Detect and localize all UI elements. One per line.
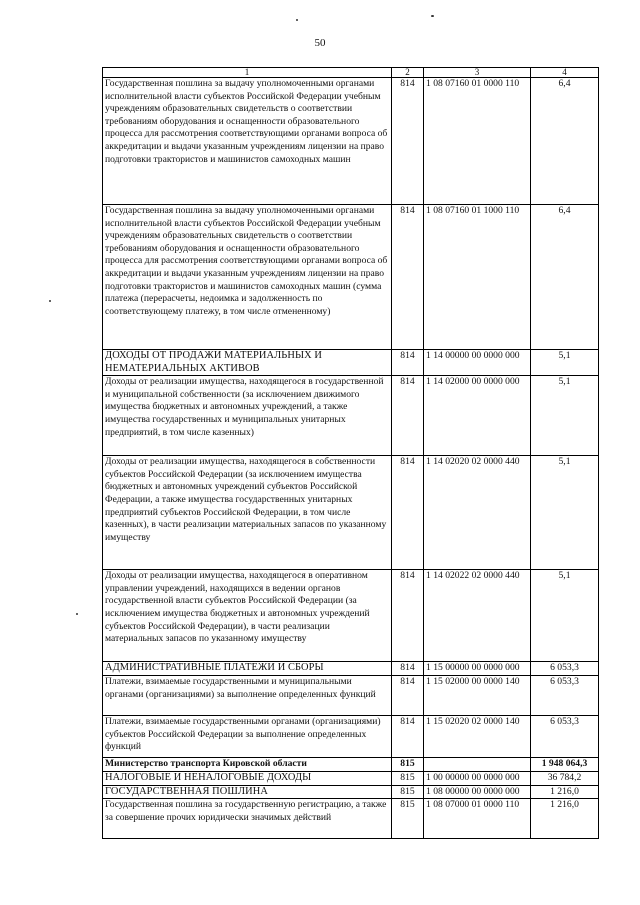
column-header: 1: [103, 68, 392, 78]
administrator-code-cell: 815: [392, 799, 424, 839]
administrator-code-cell: 815: [392, 758, 424, 772]
table-row: [103, 716, 599, 758]
amount-cell: 6 053,3: [531, 662, 599, 676]
budget-code-cell: 1 08 07160 01 1000 110: [424, 205, 531, 350]
table-header-row: [103, 68, 599, 78]
administrator-code-cell: 814: [392, 570, 424, 662]
income-name-cell: ДОХОДЫ ОТ ПРОДАЖИ МАТЕРИАЛЬНЫХ И НЕМАТЕРИАЛЬНЫХ АКТИВОВ: [103, 350, 392, 376]
administrator-code-cell: 814: [392, 676, 424, 716]
budget-code-cell: [424, 758, 531, 772]
amount-cell: 1 216,0: [531, 799, 599, 839]
amount-cell: 6 053,3: [531, 676, 599, 716]
amount-cell: 6 053,3: [531, 716, 599, 758]
column-header: 4: [531, 68, 599, 78]
budget-code-cell: 1 14 02000 00 0000 000: [424, 376, 531, 456]
income-name-cell: Доходы от реализации имущества, находящегося в собственности субъектов Российской Федерации (за исключением имущества бюджетных и автономных учреждений субъектов Российской Федерации, а также имущества государственных унитарных предприятий субъектов Российской Федерации, в том числе казенных), в части реализации материальных запасов по указанному имуществу: [103, 456, 392, 570]
amount-cell: 36 784,2: [531, 772, 599, 786]
scan-speck: [49, 300, 51, 302]
income-name-cell: АДМИНИСТРАТИВНЫЕ ПЛАТЕЖИ И СБОРЫ: [103, 662, 392, 676]
budget-code-cell: 1 14 02020 02 0000 440: [424, 456, 531, 570]
amount-cell: 1 216,0: [531, 785, 599, 799]
amount-cell: 6,4: [531, 205, 599, 350]
table-row: [103, 772, 599, 786]
income-name-cell: Государственная пошлина за государственную регистрацию, а также за совершение прочих юридически значимых действий: [103, 799, 392, 839]
income-name-cell: Платежи, взимаемые государственными и муниципальными органами (организациями) за выполнение определенных функций: [103, 676, 392, 716]
page-number: 50: [314, 37, 326, 49]
table-row: [103, 78, 599, 205]
table-row: [103, 785, 599, 799]
scan-speck: [431, 15, 434, 17]
table-row: [103, 799, 599, 839]
income-name-cell: Государственная пошлина за выдачу уполномоченными органами исполнительной власти субъектов Российской Федерации учебным учреждениям образовательных свидетельств о соответствии требованиям оборудования и оснащенности образовательного процесса для рассмотрения соответствующими органами вопроса об аккредитации и выдачи указанным учреждениям лицензии на право подготовки трактористов и машинистов самоходных машин: [103, 78, 392, 205]
table-row: [103, 676, 599, 716]
budget-code-cell: 1 08 07000 01 0000 110: [424, 799, 531, 839]
amount-cell: 6,4: [531, 78, 599, 205]
amount-cell: 5,1: [531, 376, 599, 456]
table-row: [103, 456, 599, 570]
income-name-cell: ГОСУДАРСТВЕННАЯ ПОШЛИНА: [103, 785, 392, 799]
amount-cell: 1 948 064,3: [531, 758, 599, 772]
amount-cell: 5,1: [531, 456, 599, 570]
table-row: [103, 350, 599, 376]
budget-code-cell: 1 15 02020 02 0000 140: [424, 716, 531, 758]
scan-speck: [76, 613, 78, 615]
amount-cell: 5,1: [531, 570, 599, 662]
administrator-code-cell: 814: [392, 205, 424, 350]
budget-code-cell: 1 14 02022 02 0000 440: [424, 570, 531, 662]
administrator-code-cell: 814: [392, 662, 424, 676]
administrator-code-cell: 815: [392, 772, 424, 786]
revenue-table: [102, 67, 599, 839]
income-name-cell: НАЛОГОВЫЕ И НЕНАЛОГОВЫЕ ДОХОДЫ: [103, 772, 392, 786]
table-row: [103, 758, 599, 772]
income-name-cell: Доходы от реализации имущества, находящегося в оперативном управлении учреждений, находящихся в ведении органов государственной власти субъектов Российской Федерации (за исключением имущества бюджетных и автономных учреждений субъектов Российской Федерации), в части реализации материальных запасов по указанному имуществу: [103, 570, 392, 662]
administrator-code-cell: 814: [392, 376, 424, 456]
budget-code-cell: 1 15 02000 00 0000 140: [424, 676, 531, 716]
income-name-cell: Государственная пошлина за выдачу уполномоченными органами исполнительной власти субъектов Российской Федерации учебным учреждениям образовательных свидетельств о соответствии требованиям оборудования и оснащенности образовательного процесса для рассмотрения соответствующими органами вопроса об аккредитации и выдачи указанным учреждениям лицензии на право подготовки трактористов и машинистов самоходных машин (сумма платежа (перерасчеты, недоимка и задолженность по соответствующему платежу, в том числе отмененному): [103, 205, 392, 350]
administrator-code-cell: 814: [392, 78, 424, 205]
scan-speck: [296, 19, 298, 21]
table-row: [103, 570, 599, 662]
administrator-code-cell: 815: [392, 785, 424, 799]
amount-cell: 5,1: [531, 350, 599, 376]
table-row: [103, 662, 599, 676]
budget-code-cell: 1 08 00000 00 0000 000: [424, 785, 531, 799]
budget-code-cell: 1 14 00000 00 0000 000: [424, 350, 531, 376]
income-name-cell: Доходы от реализации имущества, находящегося в государственной и муниципальной собственности (за исключением движимого имущества бюджетных и автономных учреждений, а также имущества государственных и муниципальных унитарных предприятий, в том числе казенных): [103, 376, 392, 456]
column-header: 2: [392, 68, 424, 78]
administrator-code-cell: 814: [392, 350, 424, 376]
column-header: 3: [424, 68, 531, 78]
budget-code-cell: 1 00 00000 00 0000 000: [424, 772, 531, 786]
administrator-code-cell: 814: [392, 456, 424, 570]
budget-code-cell: 1 15 00000 00 0000 000: [424, 662, 531, 676]
income-name-cell: Министерство транспорта Кировской области: [103, 758, 392, 772]
table-row: [103, 205, 599, 350]
budget-code-cell: 1 08 07160 01 0000 110: [424, 78, 531, 205]
table-row: [103, 376, 599, 456]
administrator-code-cell: 814: [392, 716, 424, 758]
income-name-cell: Платежи, взимаемые государственными органами (организациями) субъектов Российской Федерации за выполнение определенных функций: [103, 716, 392, 758]
